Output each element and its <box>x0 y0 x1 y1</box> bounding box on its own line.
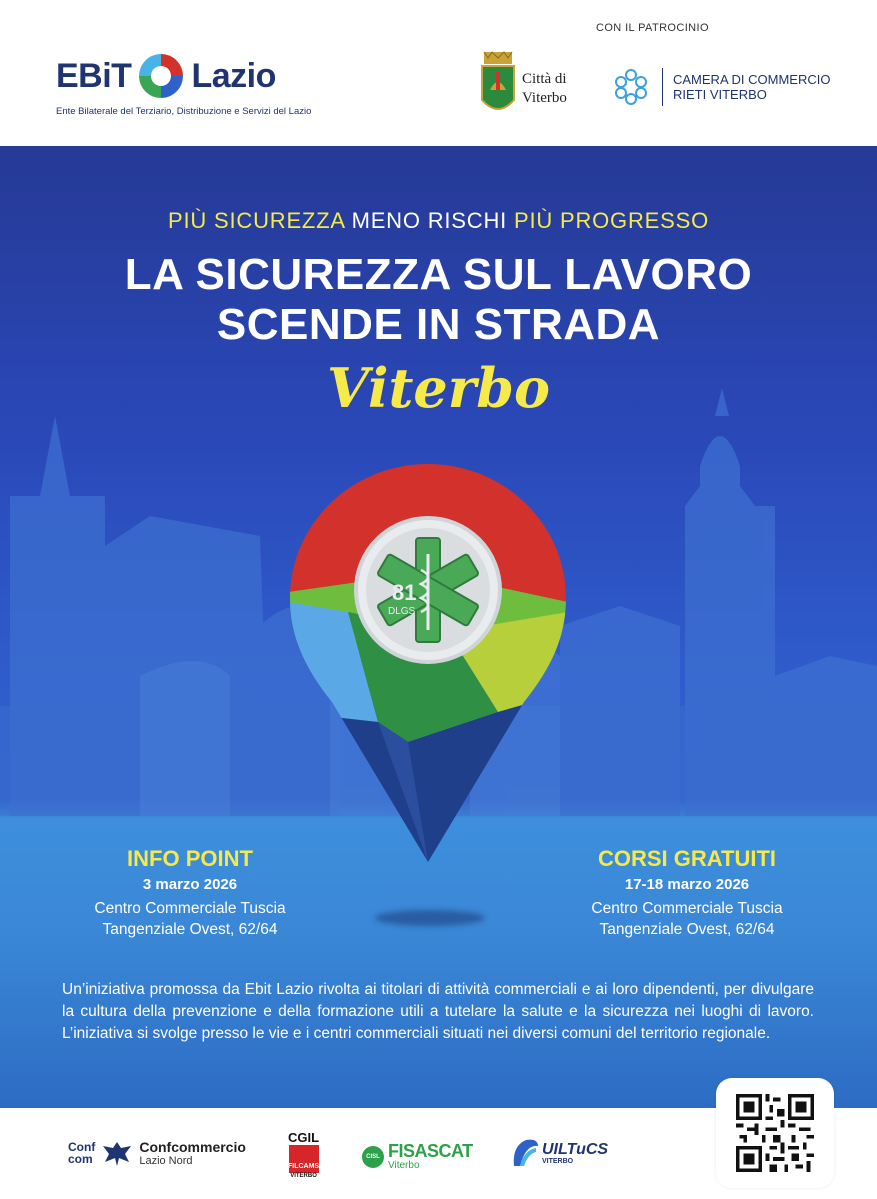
poster <box>0 146 877 1108</box>
title-line-1: LA SICUREZZA SUL LAVORO <box>124 250 753 299</box>
ebit-subtitle: Ente Bilaterale del Terziario, Distribuzione e Servizi del Lazio <box>56 106 312 117</box>
lazio-logo-text: Lazio <box>191 56 276 95</box>
location-pin-icon <box>288 462 568 862</box>
city-name: Viterbo <box>327 356 550 420</box>
fisascat-name: FISASCAT <box>388 1141 473 1161</box>
ebit-logo-text: EBiT <box>56 56 132 95</box>
info-point-heading: INFO POINT <box>127 846 253 871</box>
citta-line-2: Viterbo <box>522 90 567 106</box>
patrocinio-label: CON IL PATROCINIO <box>596 22 709 34</box>
corsi-place: Centro Commerciale Tuscia <box>591 900 783 917</box>
camera-line-2: RIETI VITERBO <box>673 87 767 102</box>
tagline-part-3: PIÙ PROGRESSO <box>513 208 709 233</box>
pin-shadow <box>375 910 485 926</box>
camera-commercio-icon <box>612 68 650 106</box>
pin-number: 81 <box>392 580 417 605</box>
info-point-address: Tangenziale Ovest, 62/64 <box>102 921 278 938</box>
cgil-text: CGIL <box>288 1130 320 1145</box>
header <box>0 0 877 146</box>
info-point-date: 3 marzo 2026 <box>142 876 238 893</box>
uiltucs-logo <box>510 1136 608 1170</box>
confcommercio-name: Confcommercio <box>139 1139 246 1155</box>
confcom-bottom: com <box>68 1152 93 1166</box>
tagline-part-2: MENO RISCHI <box>344 208 514 233</box>
confcommercio-sub: Lazio Nord <box>139 1155 193 1167</box>
uiltucs-name: UILTuCS <box>542 1140 609 1158</box>
title-line-2: SCENDE IN STRADA <box>216 300 661 349</box>
fisascat-sub: Viterbo <box>388 1160 420 1171</box>
camera-commercio <box>673 72 830 102</box>
cgil-filcams-logo <box>288 1130 319 1179</box>
qr-code[interactable] <box>736 1094 814 1172</box>
tagline-part-1: PIÙ SICUREZZA <box>168 208 345 233</box>
cisl-badge: CISL <box>362 1146 384 1168</box>
uiltucs-sub: VITERBO <box>542 1157 574 1165</box>
camera-line-1: CAMERA DI COMMERCIO <box>673 72 831 87</box>
qr-code-card[interactable] <box>716 1078 834 1188</box>
ebit-swirl-icon <box>135 50 187 102</box>
info-point-place: Centro Commerciale Tuscia <box>94 900 286 917</box>
camera-divider <box>662 68 663 106</box>
pin-label: DLGS <box>388 606 416 617</box>
filcams-badge: FILCAMS <box>289 1145 319 1173</box>
info-point-block <box>40 846 340 940</box>
citta-di-viterbo <box>522 70 567 108</box>
main-title <box>0 250 877 350</box>
tagline <box>0 208 877 234</box>
confcommercio-logo <box>68 1138 246 1168</box>
ebit-lazio-logo <box>56 50 276 102</box>
corsi-heading: CORSI GRATUITI <box>597 846 777 871</box>
fisascat-logo <box>362 1142 473 1171</box>
cgil-city: VITERBO <box>290 1173 317 1179</box>
eagle-icon <box>101 1138 133 1168</box>
corsi-date: 17-18 marzo 2026 <box>624 876 750 893</box>
corsi-address: Tangenziale Ovest, 62/64 <box>599 921 775 938</box>
description-paragraph: Un’iniziativa promossa da Ebit Lazio rivolta ai titolari di attività commerciali e ai loro dipendenti, per divulgare la cultura della prevenzione e della formazione utili a tutelare la salute e la sicurezza nei luoghi di lavoro. L’iniziativa si svolge presso le vie e i centri commerciali situati nei diversi comuni del territorio regionale. <box>62 981 814 1042</box>
corsi-gratuiti-block <box>537 846 837 940</box>
viterbo-crest-icon <box>478 50 518 120</box>
citta-line-1: Città di <box>522 71 567 87</box>
confcom-top: Conf <box>68 1140 96 1154</box>
uil-flag-icon <box>510 1136 540 1170</box>
